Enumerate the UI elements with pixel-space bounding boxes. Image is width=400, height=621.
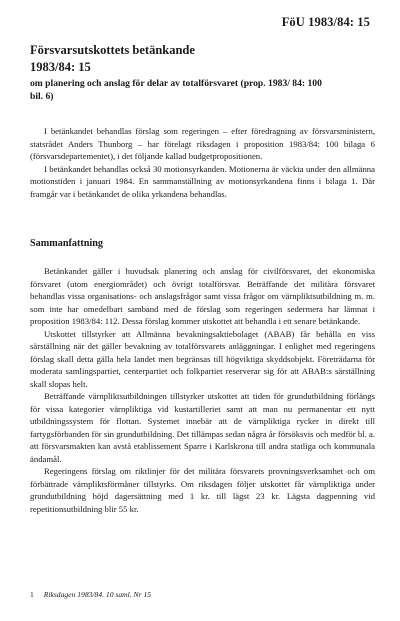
- summary-section: [30, 265, 375, 515]
- summary-paragraph: Beträffande värnpliktsutbildningen tillstyrker utskottet att tiden för grundutbildning förlängs för vissa kategorier värnpliktiga vid kustartilleriet samt att man nu permanentar ett nytt utbildningssystem för flottan. Systemet innebär att de värnpliktiga rycker in direkt till fartygsförbanden för sin grundutbildning. Det tillämpas sedan några år försöksvis och medför bl. a. att försvarsmakten kan avstå etablissement Sparre i Karlskrona till andra statliga och kommunala ändamål.: [30, 391, 375, 464]
- section-heading-summary: Sammanfattning: [30, 238, 104, 249]
- summary-paragraph: Betänkandet gäller i huvudsak planering och anslag för civilförsvaret, det ekonomiska försvaret (utom energiområdet) och övrigt totalförsvar. Beträffande det militära försvaret behandlas vissa organisations- och anslagsfrågor samt vissa frågor om värnpliktsutbildning m. m. som inte har omedelbart samband med de förslag som regeringen sedermera har lämnat i proposition 1983/84: 112. Dessa förslag kommer utskottet att behandla i ett senare betänkande.: [30, 266, 375, 326]
- intro-section: [30, 125, 375, 200]
- summary-paragraph: Regeringens förslag om riktlinjer för det militära försvarets provningsverksamhet och om förbättrade värnpliktsförmåner tillstyrks. Om riksdagen följer utskottet får värnpliktiga under grundutbildning höjd dagersättning med 1 kr. till lägst 23 kr. Lägsta dagpenning vid repetitionsutbildning blir 55 kr.: [30, 466, 375, 514]
- footnote-text: Riksdagen 1983/84. 10 saml. Nr 15: [43, 590, 152, 599]
- summary-paragraph: Utskottet tillstyrker att Allmänna bevakningsaktiebolaget (ABAB) får behålla en viss särställning när det gäller bevakning av totalförsvarets anläggningar. I enlighet med regeringens förslag skall detta gälla hela landet men begränsas till högviktiga skyddsobjekt. Företrädarna för moderata samlingspartiet, centerpartiet och folkpartiet reserverar sig för att ABAB:s särställning skall slopas helt.: [30, 328, 375, 389]
- document-subtitle: om planering och anslag för delar av totalförsvaret (prop. 1983/ 84: 100 bil. 6): [30, 78, 322, 102]
- page-footnote: [30, 590, 151, 599]
- intro-paragraph: I betänkandet behandlas förslag som regeringen – efter föredragning av försvarsministern, statsrådet Anders Thunborg – har förelagt riksdagen i proposition 1983/84: 100 bilaga 6 (försvarsdepartementet), i det följande kallad budgetpropositionen.: [30, 126, 375, 161]
- intro-paragraph: I betänkandet behandlas också 30 motionsyrkanden. Motionerna är väckta under den allmänna motionstiden i januari 1984. En sammanställning av motionsyrkandena finns i bilaga 1. Där framgår var i betänkandet de olika yrkandena behandlas.: [30, 163, 375, 199]
- series-reference: FöU 1983/84: 15: [281, 15, 370, 29]
- title-line-number: 1983/84: 15: [30, 60, 91, 74]
- document-title: [30, 42, 370, 76]
- title-line-committee: Försvarsutskottets betänkande: [30, 43, 195, 57]
- footnote-number: 1: [30, 590, 34, 599]
